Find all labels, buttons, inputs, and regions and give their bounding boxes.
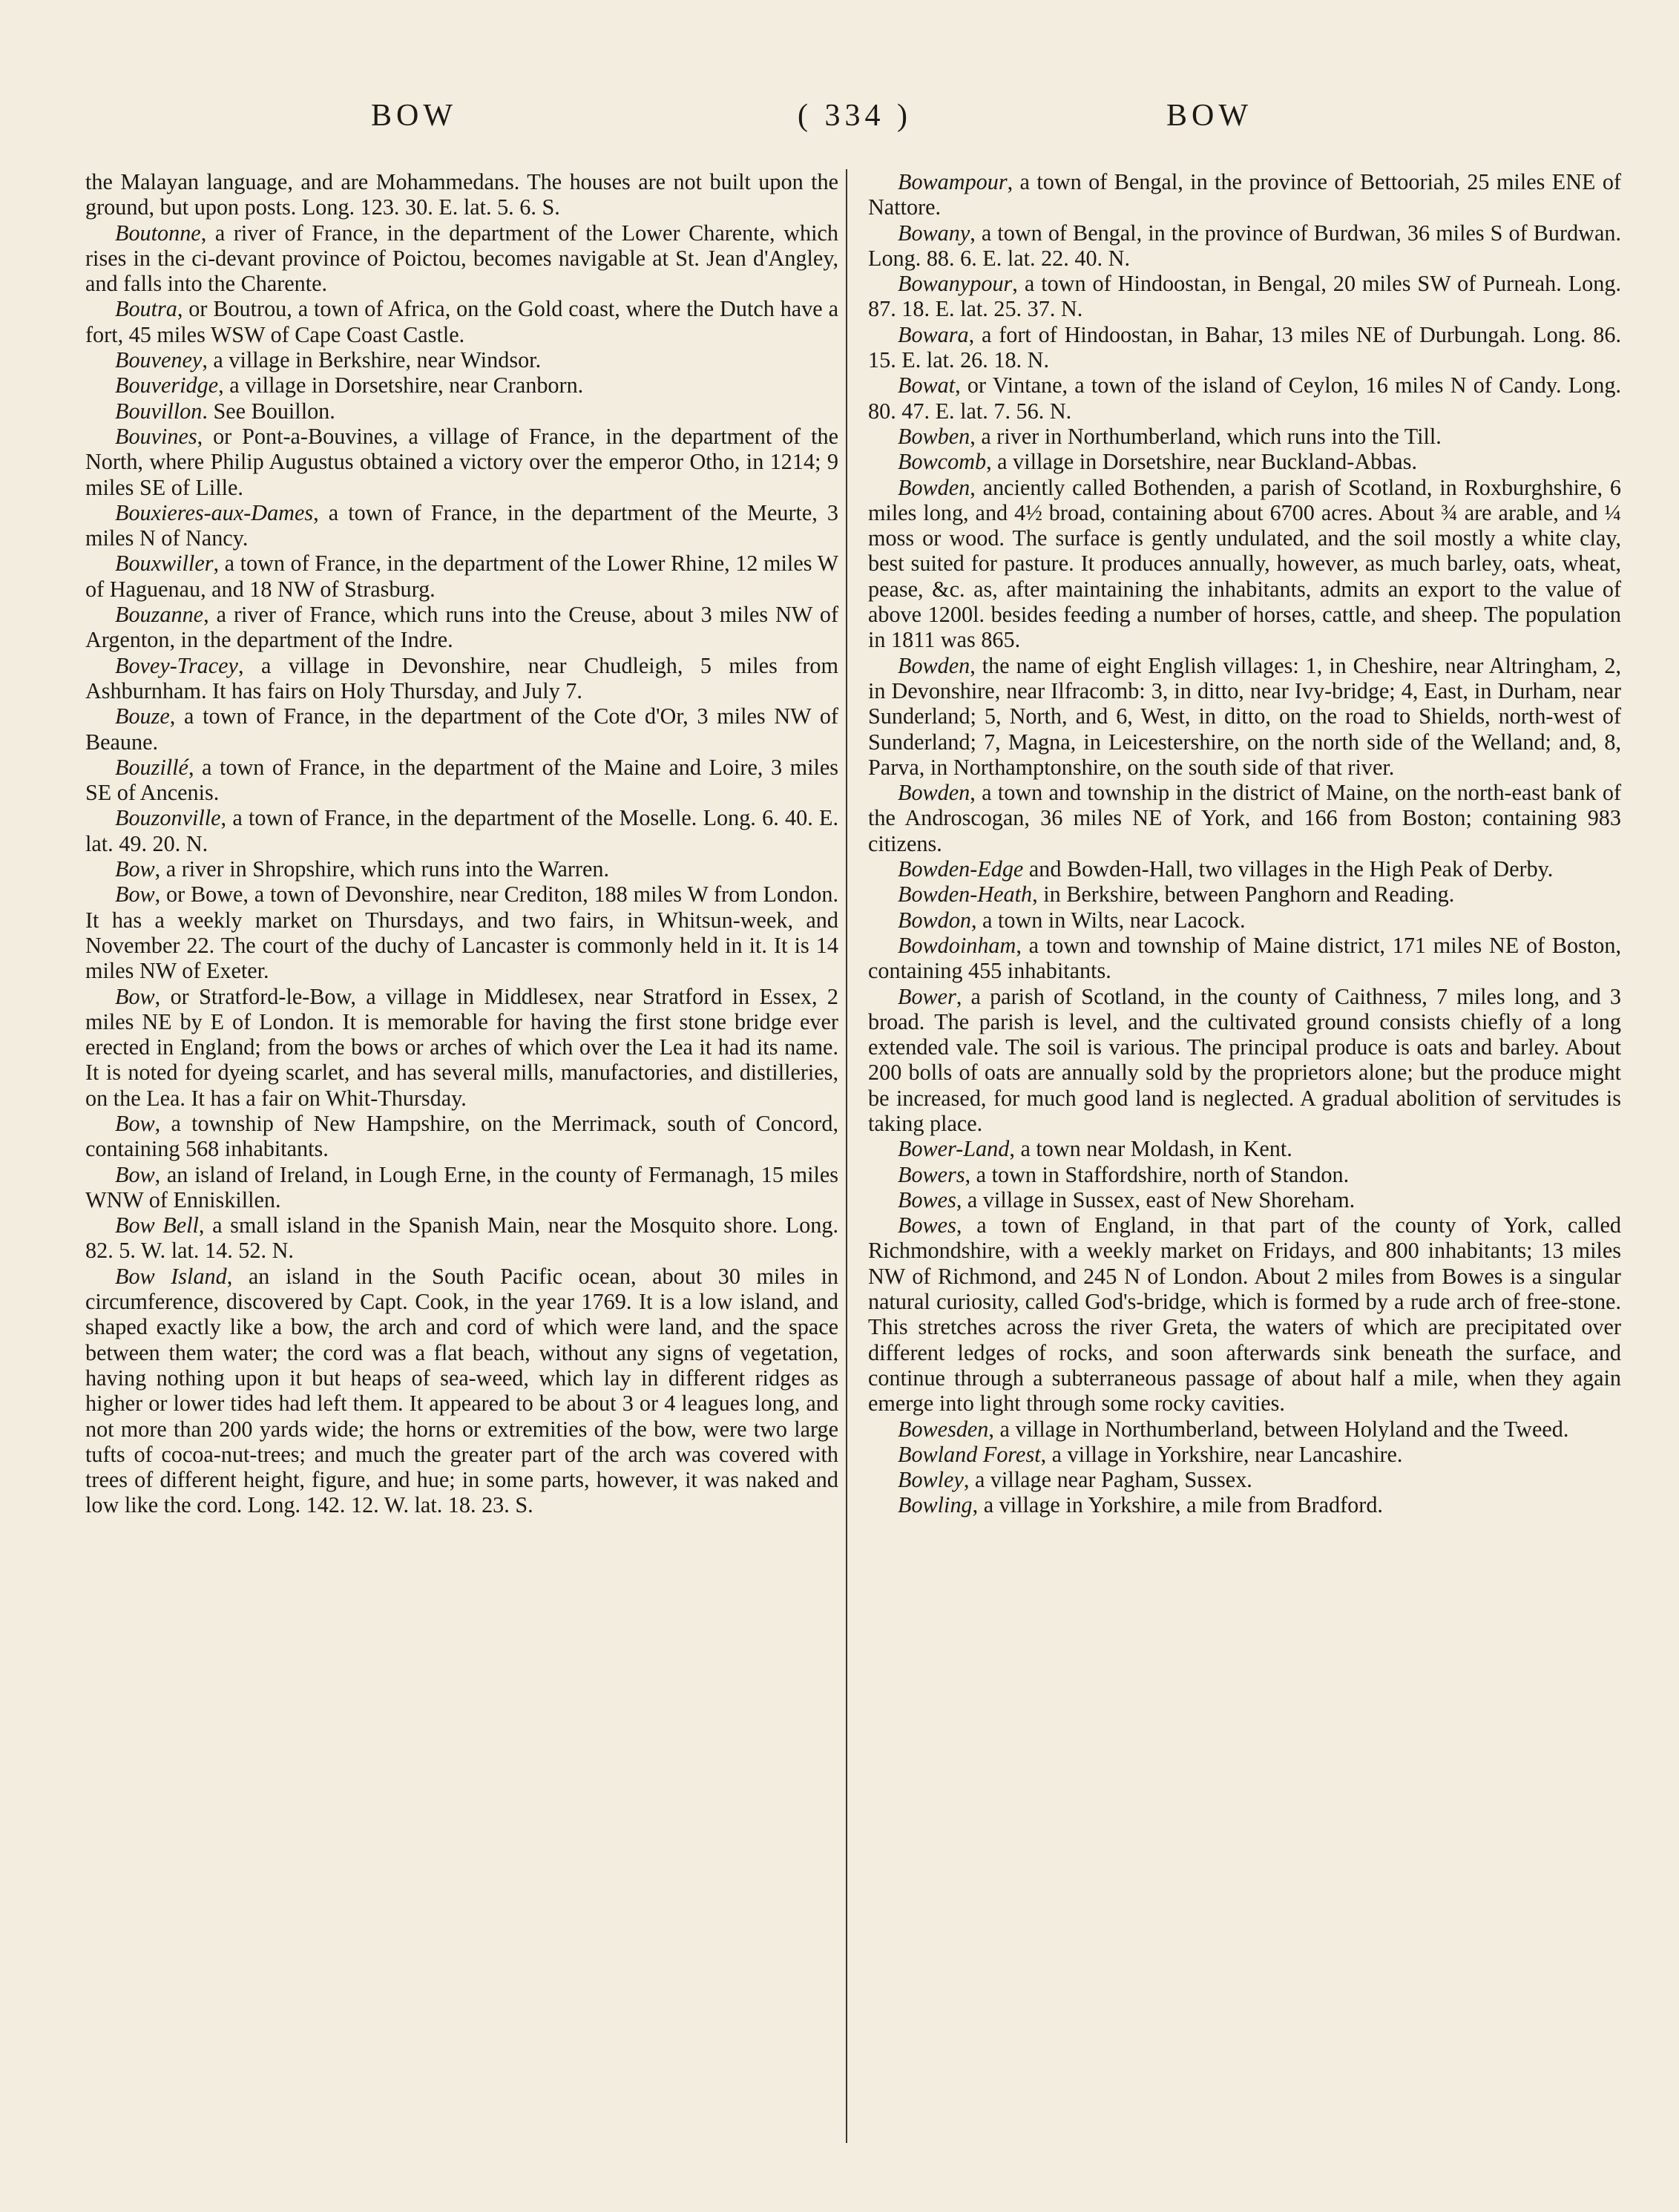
entry-headword: Bowdoinham bbox=[898, 932, 1016, 958]
entry-text: , a town of France, in the department of the Maine and Loire, 3 miles SE of Ancenis. bbox=[85, 754, 838, 806]
entry-text: , a river of France, in the department of the Lower Charente, which rises in the ci-devant province of Poictou, becomes navigable at St. Jean d'Angley, and falls into the Charente. bbox=[85, 220, 838, 297]
entry-text: , a town near Moldash, in Kent. bbox=[1009, 1136, 1292, 1162]
entry-headword: Bouze bbox=[115, 703, 170, 729]
entry-headword: Bowanypour bbox=[898, 271, 1013, 297]
entry-text: , a town of Bengal, in the province of Burdwan, 36 miles S of Burdwan. Long. 88. 6. E. lat. 22. 40. N. bbox=[868, 220, 1621, 271]
entry-text: , an island of Ireland, in Lough Erne, in the county of Fermanagh, 15 miles WNW of Enniskillen. bbox=[85, 1161, 838, 1212]
entry-text: , a village in Yorkshire, a mile from Bradford. bbox=[972, 1492, 1383, 1518]
entry-text: , a township of New Hampshire, on the Merrimack, south of Concord, containing 568 inhabitants. bbox=[85, 1110, 838, 1162]
entry-headword: Bower bbox=[898, 983, 956, 1009]
entry-headword: Bouzonville bbox=[115, 805, 221, 831]
entry-headword: Bouzillé bbox=[115, 754, 188, 780]
entry-text: , a parish of Scotland, in the county of Caithness, 7 miles long, and 3 broad. The parish is level, and the cultivated ground consists chiefly of a long extended vale. The soil is various. The principal produce is oats and barley. About 200 bolls of oats are annually sold by the proprietors alone; but the produce might be increased, for much good land is neglected. A gradual abolition of servitudes is taking place. bbox=[868, 983, 1621, 1136]
entry-headword: Bowcomb bbox=[898, 449, 987, 475]
column-divider bbox=[846, 169, 847, 2143]
gazetteer-entry bbox=[85, 805, 838, 856]
entry-text: , or Boutrou, a town of Africa, on the Gold coast, where the Dutch have a fort, 45 miles WSW of Cape Coast Castle. bbox=[85, 296, 838, 347]
entry-headword: Bow Island bbox=[115, 1263, 227, 1289]
gazetteer-entry bbox=[868, 908, 1621, 933]
gazetteer-entry bbox=[85, 347, 838, 373]
entry-headword: Bovey-Tracey bbox=[115, 652, 238, 678]
gazetteer-entry bbox=[85, 424, 838, 500]
entry-text: , a town of France, in the department of the Lower Rhine, 12 miles W of Haguenau, and 18 NW of Strasburg. bbox=[85, 551, 838, 602]
entry-headword: Bowden-Edge bbox=[898, 856, 1024, 882]
entry-headword: Bowden bbox=[898, 474, 970, 500]
entry-headword: Bowden-Heath bbox=[898, 882, 1033, 908]
entry-text: , a town of France, in the department of the Cote d'Or, 3 miles NW of Beaune. bbox=[85, 703, 838, 755]
entry-text: , in Berkshire, between Panghorn and Reading. bbox=[1032, 882, 1455, 908]
gazetteer-entry bbox=[868, 882, 1621, 907]
entry-text: , a river in Shropshire, which runs into the Warren. bbox=[154, 856, 610, 882]
entry-headword: Bowben bbox=[898, 423, 970, 449]
gazetteer-entry bbox=[868, 220, 1621, 272]
entry-text: , or Vintane, a town of the island of Ceylon, 16 miles N of Candy. Long. 80. 47. E. lat. 7. 56. N. bbox=[868, 373, 1621, 424]
entry-text: , a town and township in the district of Maine, on the north-east bank of the Androscogan, 36 miles NE of York, and 166 from Boston; containing 983 citizens. bbox=[868, 780, 1621, 856]
gazetteer-entry bbox=[868, 475, 1621, 653]
gazetteer-entry bbox=[85, 1212, 838, 1264]
gazetteer-entry bbox=[85, 755, 838, 806]
entry-headword: Bowden bbox=[898, 780, 970, 806]
entry-headword: Bowara bbox=[898, 321, 969, 347]
entry-text: , a village in Sussex, east of New Shoreham. bbox=[956, 1187, 1356, 1212]
entry-text: , a village in Berkshire, near Windsor. bbox=[202, 347, 542, 373]
gazetteer-entry bbox=[868, 322, 1621, 373]
entry-headword: Bowesden bbox=[898, 1416, 989, 1442]
entry-headword: Bow bbox=[115, 1110, 155, 1136]
entry-headword: Bow bbox=[115, 882, 155, 908]
entry-text: , a town in Staffordshire, north of Standon. bbox=[965, 1161, 1350, 1187]
gazetteer-entry bbox=[868, 1136, 1621, 1161]
entry-text: , a river in Northumberland, which runs into the Till. bbox=[970, 423, 1442, 449]
entry-text: , or Bowe, a town of Devonshire, near Crediton, 188 miles W from London. It has a weekly market on Thursdays, and two fairs, in Whitsun-week, and November 22. The court of the duchy of Lancaster is commonly held in it. It is 14 miles NW of Exeter. bbox=[85, 882, 838, 984]
gazetteer-entry bbox=[85, 1264, 838, 1518]
entry-text: the Malayan language, and are Mohammedans. The houses are not built upon the ground, but upon posts. Long. 123. 30. E. lat. 5. 6. S. bbox=[85, 169, 838, 220]
entry-text: . See Bouillon. bbox=[202, 398, 335, 424]
gazetteer-entry bbox=[85, 602, 838, 653]
entry-headword: Bouvillon bbox=[115, 398, 203, 424]
gazetteer-entry bbox=[868, 1467, 1621, 1492]
gazetteer-entry bbox=[85, 1162, 838, 1213]
entry-text: , a village in Dorsetshire, near Cranborn. bbox=[218, 373, 584, 398]
entry-text: , a town of France, in the department of the Meurte, 3 miles N of Nancy. bbox=[85, 499, 838, 551]
entry-headword: Bowden bbox=[898, 652, 970, 678]
gazetteer-entry bbox=[85, 169, 838, 220]
page-number: ( 334 ) bbox=[798, 99, 912, 133]
entry-text: , or Pont-a-Bouvines, a village of France, in the department of the North, where Philip Augustus obtained a victory over the emperor Otho, in 1214; 9 miles SE of Lille. bbox=[85, 423, 838, 500]
gazetteer-entry bbox=[868, 933, 1621, 984]
entry-headword: Bowampour bbox=[898, 169, 1008, 194]
entry-text: , a town of England, in that part of the county of York, called Richmondshire, with a weekly market on Fridays, and 800 inhabitants; 13 miles NW of Richmond, and 245 N of London. About 2 miles from Bowes is a singular natural curiosity, called God's-bridge, which is formed by a rude arch of free-stone. This stretches across the river Greta, the waters of which are precipitated over different ledges of rocks, and soon afterwards sink beneath the surface, and continue through a subterraneous passage of about half a mile, when they again emerge into light through some rocky cavities. bbox=[868, 1212, 1621, 1417]
gazetteer-entry bbox=[868, 856, 1621, 882]
gazetteer-entry bbox=[868, 169, 1621, 220]
entry-text: , an island in the South Pacific ocean, about 30 miles in circumference, discovered by Capt. Cook, in the year 1769. It is a low island, and shaped exactly like a bow, the arch and cord of which were land, and the space between them water; the cord was a flat beach, without any signs of vegetation, having nothing upon it but heaps of sea-weed, which lay in different ridges as higher or lower tides had left them. It appeared to be about 3 or 4 leagues long, and not more than 200 yards wide; the horns or extremities of the bow, were two large tufts of cocoa-nut-trees; and much the greater part of the arch was covered with trees of different height, figure, and hue; in some parts, however, it was naked and low like the cord. Long. 142. 12. W. lat. 18. 23. S. bbox=[85, 1263, 839, 1518]
gazetteer-entry bbox=[85, 500, 838, 551]
entry-headword: Boutra bbox=[115, 296, 177, 322]
gazetteer-entry bbox=[85, 373, 838, 398]
entry-text: , a village in Dorsetshire, near Buckland-Abbas. bbox=[986, 449, 1417, 475]
gazetteer-entry bbox=[85, 856, 838, 882]
gazetteer-entry bbox=[85, 984, 838, 1111]
entry-text: , a town of Hindoostan, in Bengal, 20 miles SW of Purneah. Long. 87. 18. E. lat. 25. 37. N. bbox=[868, 271, 1621, 322]
gazetteer-entry bbox=[868, 1212, 1621, 1416]
entry-text: , the name of eight English villages: 1, in Cheshire, near Altringham, 2, in Devonshire, near Ilfracomb: 3, in ditto, near Ivy-bridge; 4, East, in Durham, near Sunderland; 5, North, and 6, West, in ditto, on the road to Shields, north-west of Sunderland; 7, Magna, in Leicestershire, on the north side of the Welland; and, 8, Parva, in Northamptonshire, on the south side of that river. bbox=[868, 652, 1621, 780]
entry-headword: Bow bbox=[115, 1161, 155, 1187]
entry-headword: Bowes bbox=[898, 1212, 956, 1238]
left-column bbox=[85, 169, 838, 1518]
right-column bbox=[868, 169, 1621, 1518]
entry-text: , a village in Northumberland, between Holyland and the Tweed. bbox=[988, 1416, 1569, 1442]
entry-headword: Bouzanne bbox=[115, 602, 204, 628]
entry-headword: Bower-Land bbox=[898, 1136, 1010, 1162]
entry-text: , a village in Yorkshire, near Lancashire. bbox=[1040, 1441, 1403, 1467]
gazetteer-entry bbox=[868, 1187, 1621, 1212]
entry-headword: Bowdon bbox=[898, 907, 971, 933]
entry-headword: Boutonne bbox=[115, 220, 201, 246]
gazetteer-entry bbox=[868, 984, 1621, 1137]
entry-text: , a town in Wilts, near Lacock. bbox=[970, 907, 1246, 933]
entry-text: , a small island in the Spanish Main, near the Mosquito shore. Long. 82. 5. W. lat. 14. 52. N. bbox=[85, 1212, 839, 1264]
header-left: BOW bbox=[371, 99, 457, 133]
gazetteer-entry bbox=[85, 882, 838, 983]
entry-headword: Bouxwiller bbox=[115, 551, 214, 577]
entry-headword: Bowley bbox=[898, 1467, 964, 1493]
entry-text: , a town of Bengal, in the province of Bettooriah, 25 miles ENE of Nattore. bbox=[868, 169, 1621, 220]
entry-text: and Bowden-Hall, two villages in the High Peak of Derby. bbox=[1023, 856, 1554, 882]
entry-headword: Bowland Forest bbox=[898, 1441, 1041, 1467]
gazetteer-entry bbox=[868, 424, 1621, 449]
entry-headword: Bowers bbox=[898, 1161, 965, 1187]
entry-headword: Bow bbox=[115, 983, 155, 1009]
entry-headword: Bowling bbox=[898, 1492, 973, 1518]
gazetteer-entry bbox=[868, 271, 1621, 322]
gazetteer-entry bbox=[868, 449, 1621, 474]
entry-headword: Bowat bbox=[898, 373, 956, 398]
entry-text: , anciently called Bothenden, a parish of Scotland, in Roxburghshire, 6 miles long, and 4½ broad, containing about 6700 acres. About ¾ are arable, and ¼ moss or wood. The surface is gently undulated, and the soil mostly a white clay, best suited for pasture. It produces annually, however, as much barley, oats, wheat, pease, &c. as, after maintaining the inhabitants, admits an export to the value of above 1200l. besides feeding a number of horses, cattle, and sheep. The population in 1811 was 865. bbox=[868, 474, 1621, 653]
entry-text: , a village in Devonshire, near Chudleigh, 5 miles from Ashburnham. It has fairs on Holy Thursday, and July 7. bbox=[85, 652, 838, 703]
entry-text: , a village near Pagham, Sussex. bbox=[963, 1467, 1252, 1493]
entry-headword: Bouvines bbox=[115, 423, 197, 449]
entry-text: , a fort of Hindoostan, in Bahar, 13 miles NE of Durbungah. Long. 86. 15. E. lat. 26. 18. N. bbox=[868, 321, 1621, 373]
entry-headword: Bouveridge bbox=[115, 373, 219, 398]
entry-text: , a town of France, in the department of the Moselle. Long. 6. 40. E. lat. 49. 20. N. bbox=[85, 805, 838, 856]
gazetteer-entry bbox=[868, 780, 1621, 856]
entry-text: , a town and township of Maine district, 171 miles NE of Boston, containing 455 inhabitants. bbox=[868, 932, 1621, 984]
gazetteer-entry bbox=[868, 1442, 1621, 1467]
gazetteer-entry bbox=[868, 373, 1621, 424]
gazetteer-entry bbox=[85, 703, 838, 755]
gazetteer-entry bbox=[85, 1111, 838, 1162]
gazetteer-entry bbox=[85, 220, 838, 297]
entry-headword: Bow bbox=[115, 856, 155, 882]
entry-headword: Bowes bbox=[898, 1187, 956, 1212]
header-right: BOW bbox=[1166, 99, 1252, 133]
entry-text: , or Stratford-le-Bow, a village in Middlesex, near Stratford in Essex, 2 miles NE by E of London. It is memorable for having the first stone bridge ever erected in England; from the bows or arches of which over the Lea it had its name. It is noted for dyeing scarlet, and has several mills, manufactories, and distilleries, on the Lea. It has a fair on Whit-Thursday. bbox=[85, 983, 838, 1111]
gazetteer-entry bbox=[85, 653, 838, 704]
gazetteer-entry bbox=[85, 551, 838, 602]
gazetteer-entry bbox=[85, 296, 838, 347]
gazetteer-entry bbox=[868, 1162, 1621, 1187]
entry-headword: Bouxieres-aux-Dames bbox=[115, 499, 314, 525]
gazetteer-entry bbox=[868, 1492, 1621, 1517]
gazetteer-entry bbox=[85, 398, 838, 424]
running-header bbox=[0, 98, 1679, 142]
entry-text: , a river of France, which runs into the Creuse, about 3 miles NW of Argenton, in the department of the Indre. bbox=[85, 602, 838, 653]
entry-headword: Bow Bell bbox=[115, 1212, 199, 1238]
entry-headword: Bouveney bbox=[115, 347, 203, 373]
gazetteer-entry bbox=[868, 1417, 1621, 1442]
gazetteer-entry bbox=[868, 653, 1621, 780]
entry-headword: Bowany bbox=[898, 220, 970, 246]
